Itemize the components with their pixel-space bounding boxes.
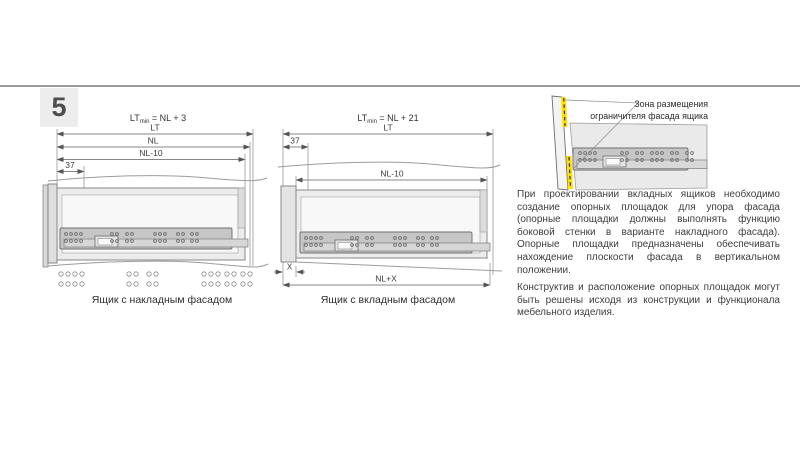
facade-panel (281, 186, 296, 262)
break-line-bottom (48, 261, 268, 267)
zone-label-line2: ограничителя фасада ящика (590, 111, 708, 121)
limiter-zone-diagram (545, 88, 800, 193)
dim-label-nl10: NL-10 (139, 148, 163, 158)
paragraph-1: При проектировании вкладных ящиков необходимо создание опорных площадок для упора фасада (опорные площадки должны выполнять функцию боковой стенки в варианте накладного фасада). Опорные площадки предназначены обеспечивать нахождение плоскости фасада в вертикальном положении. (517, 189, 780, 276)
dim-label-lt: LT (150, 122, 160, 133)
break-line-top (48, 176, 267, 181)
rail-latch-inner (98, 239, 112, 246)
leader-top (566, 100, 638, 103)
cabinet-edge (43, 185, 48, 267)
header-divider (0, 85, 800, 87)
slide-rail-lower (304, 243, 490, 251)
dim-label-nlx: NL+X (375, 273, 397, 284)
overlay-formula: $LT_{min}$ = NL + 3 (129, 113, 187, 125)
dim-label-37: 37 (65, 160, 75, 170)
back-panel (238, 188, 245, 228)
zone-label-line1: Зона размещения (634, 99, 708, 109)
overlay-drawer-diagram (40, 105, 270, 310)
inset-formula: $LT_{min}$ = NL + 21 (357, 113, 419, 125)
break-line-top (278, 162, 500, 168)
dim-label-37: 37 (290, 135, 300, 146)
description-text (517, 189, 780, 320)
system-holes (59, 272, 252, 286)
rail-latch-inner (606, 159, 620, 166)
dim-label-nl10: NL-10 (380, 168, 404, 179)
facade-panel (48, 184, 57, 263)
rail-latch-inner (338, 243, 352, 250)
paragraph-2: Конструктив и расположение опорных площадок могут быть решены исходя из конструкции и функционала мебельного изделия. (517, 282, 780, 319)
overlay-caption: Ящик с накладным фасадом (91, 294, 233, 306)
inset-caption: Ящик с вкладным фасадом (320, 294, 456, 306)
dim-label-x: X (286, 262, 293, 272)
back-panel (480, 190, 487, 232)
break-line-bottom (296, 262, 502, 271)
dim-label-nl: NL (147, 135, 159, 146)
dim-label-lt: LT (383, 122, 393, 133)
inset-drawer-diagram (272, 105, 507, 310)
page-number: 5 (51, 92, 67, 122)
